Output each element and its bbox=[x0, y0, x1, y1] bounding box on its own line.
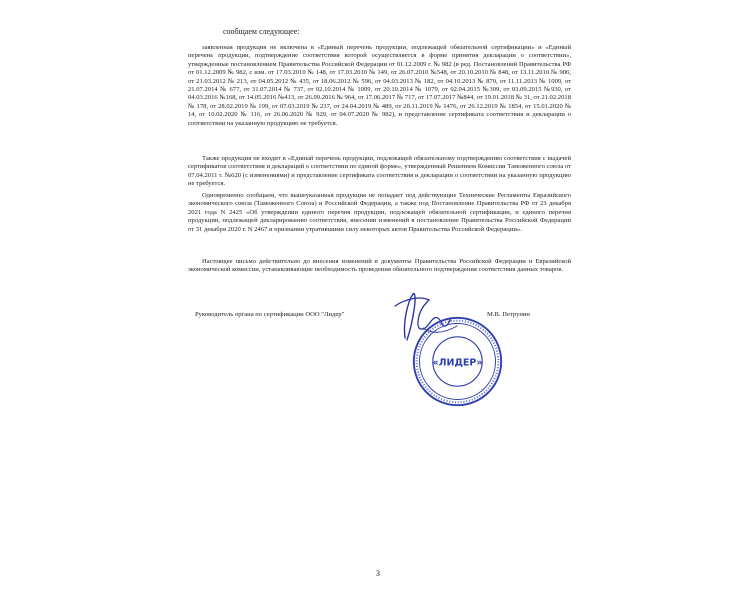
stamp-label: «ЛИДЕР» bbox=[432, 357, 483, 369]
signatory-title: Руководитель органа по сертификации ООО "Лидер" bbox=[195, 311, 345, 318]
paragraph-validity: Настоящее письмо действительно до внесения изменений в документы Правительства Российской Федерации и Евразийской экономической комиссии, устанавливающие необходимость проведения обязательного подтверждения соответствия данных товаров. bbox=[188, 258, 571, 274]
signatory-name: М.В. Петрунин bbox=[487, 311, 530, 318]
paragraph-exclusion-list: заявленная продукция не включена в «Единый перечень продукции, подлежащей обязательной сертификации» и «Единый перечень продукции, подтверждение соответствия которой осуществляется в форме принятия декларации о соответствии», утвержденные постановлением Правительства Российской Федерации от 01.12.2009 г. № 982 (в ред. Постановлений Правительства РФ от 01.12.2009 № 982, с изм. от 17.03.2010 № 148, от 17.03.2010 № 149, от 26.07.2010 №548, от 20.10.2010 № 848, от 13.11.2010 № 906, от 21.03.2012 № 213, от 04.05.2012 № 435, от 18.06.2012 № 596, от 04.03.2013 № 182, от 04.10.2013 № 870, от 11.11.2013 № 1009, от 21.07.2014 № 677, от 31.07.2014 № 737, от 02.10.2014 № 1009, от 20.10.2014 № 1079, от 02.04.2015 №309, от 03.09.2015 №930, от 04.03.2016 №168, от 14.05.2016 №413, от 26.09.2016 № 964, от 17.06.2017 № 717, от 17.07.2017 №844, от 19.01.2018 № 31, от 21.02.2018 № 178, от 28.02.2019 № 199, от 07.03.2019 № 237, от 24.04.2019 № 489, от 20.11.2019 № 1476, от 26.12.2019 № 1854, от 15.01.2020 № 14, от 10.02.2020 № 116, от 26.06.2020 № 929, от 04.07.2020 № 982), и представление сертификата соответствия и декларации о соответствии на указанную продукцию не требуется. bbox=[188, 44, 571, 127]
page-number: 3 bbox=[376, 569, 380, 578]
intro-line: сообщаем следующее: bbox=[223, 27, 300, 36]
paragraph-technical-regulations: Одновременно сообщаем, что вышеуказанная продукция не попадает под действующие Технические Регламенты Евразийского экономического союза (Таможенного Союза) и Российской Федерации, а также под Постановление Правительства РФ от 23 декабря 2021 года N 2425 «Об утверждении единого перечня продукции, подлежащей обязательной сертификации, и единого перечня продукции, подлежащей декларированию соответствия, внесении изменений в постановление Правительства Российской Федерации от 31 декабря 2020 г. N 2467 и признании утратившими силу некоторых актов Правительства Российской Федерации». bbox=[188, 192, 571, 233]
signature-line bbox=[195, 311, 565, 319]
company-stamp bbox=[410, 314, 505, 409]
paragraph-customs-union: Также продукция не входит в «Единый перечень продукции, подлежащей обязательному подтверждению соответствия с выдачей сертификатов соответствия и деклараций о соответствии по единой форме», утвержденный Решением Комиссии Таможенного союза от 07.04.2011 г. №620 (с изменениями) и представление сертификата соответствия и декларации о соответствии на указанную продукцию не требуется. bbox=[188, 155, 571, 188]
